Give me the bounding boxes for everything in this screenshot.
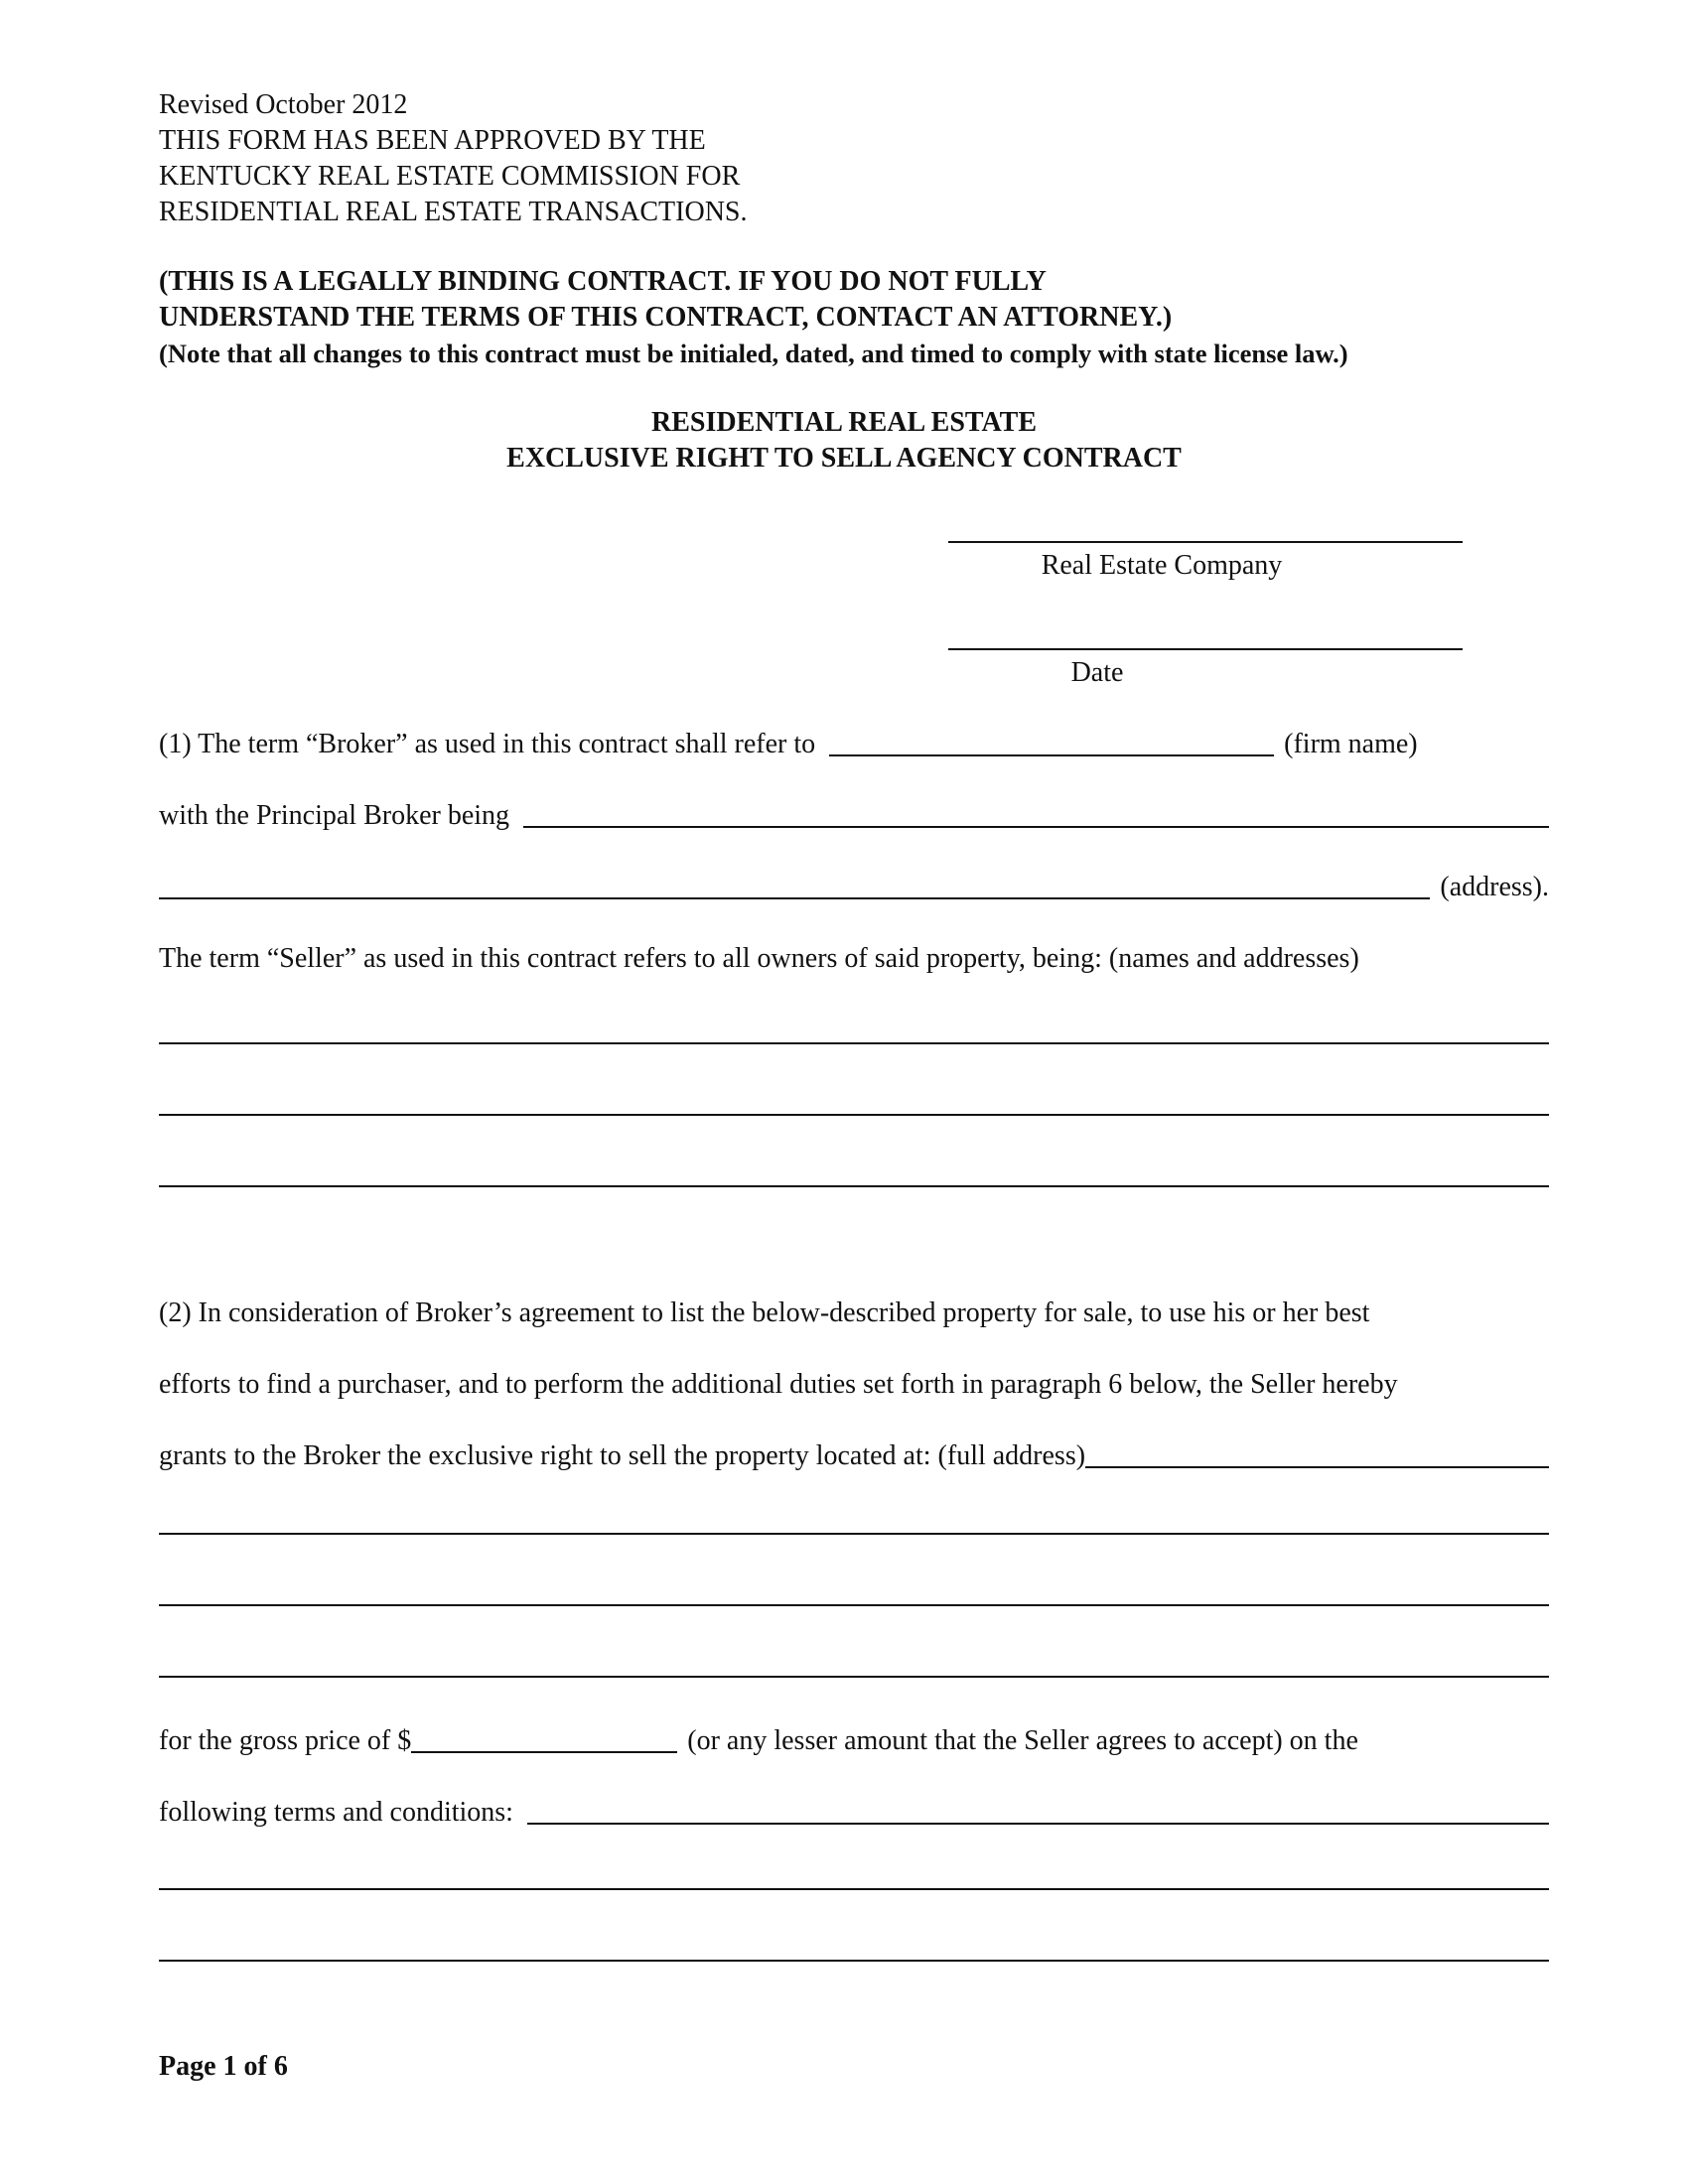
gross-price-text: for the gross price of $ [159, 1725, 412, 1756]
legal-warning-line-1: (THIS IS A LEGALLY BINDING CONTRACT. IF YOU DO NOT FULLY [159, 266, 1047, 297]
terms-conditions-field-2[interactable] [159, 1888, 1549, 1890]
section2-line-2: efforts to find a purchaser, and to perform the additional duties set forth in paragraph 6 below, the Seller hereby [159, 1369, 1398, 1400]
broker-row [159, 723, 1549, 762]
terms-row [159, 1791, 1549, 1831]
principal-broker-row [159, 794, 1549, 834]
principal-broker-field[interactable] [523, 826, 1549, 828]
property-address-field[interactable] [1085, 1466, 1549, 1468]
property-address-field-3[interactable] [159, 1604, 1549, 1606]
approval-line-3: RESIDENTIAL REAL ESTATE TRANSACTIONS. [159, 197, 748, 227]
property-address-row [159, 1434, 1549, 1474]
property-address-field-2[interactable] [159, 1533, 1549, 1535]
date-field[interactable] [948, 648, 1463, 650]
approval-line-2: KENTUCKY REAL ESTATE COMMISSION FOR [159, 161, 741, 192]
gross-price-row [159, 1719, 1549, 1759]
lesser-amount-text: (or any lesser amount that the Seller agrees to accept) on the [687, 1725, 1358, 1756]
firm-name-label: (firm name) [1284, 729, 1418, 759]
legal-warning-line-2: UNDERSTAND THE TERMS OF THIS CONTRACT, CONTACT AN ATTORNEY.) [159, 302, 1173, 333]
revised-date: Revised October 2012 [159, 89, 408, 120]
section2-line-3: grants to the Broker the exclusive right to sell the property located at: (full address) [159, 1440, 1086, 1471]
real-estate-company-field[interactable] [948, 541, 1463, 543]
broker-term-text: (1) The term “Broker” as used in this contract shall refer to [159, 729, 816, 759]
date-label: Date [1070, 657, 1124, 688]
seller-names-field-2[interactable] [159, 1114, 1549, 1116]
real-estate-company-label: Real Estate Company [1041, 550, 1283, 581]
gross-price-field[interactable] [411, 1751, 677, 1753]
address-row [159, 866, 1549, 905]
address-label: (address). [1440, 872, 1549, 902]
approval-line-1: THIS FORM HAS BEEN APPROVED BY THE [159, 125, 706, 156]
seller-term-text: The term “Seller” as used in this contract refers to all owners of said property, being: (names and addresses) [159, 943, 1359, 974]
property-address-field-4[interactable] [159, 1676, 1549, 1678]
firm-name-field[interactable] [829, 754, 1274, 756]
terms-conditions-text: following terms and conditions: [159, 1797, 513, 1828]
contract-title-line-1: RESIDENTIAL REAL ESTATE [651, 407, 1037, 438]
seller-names-field-1[interactable] [159, 1042, 1549, 1044]
section2-line-1: (2) In consideration of Broker’s agreement to list the below-described property for sale, to use his or her best [159, 1297, 1370, 1328]
changes-note: (Note that all changes to this contract must be initialed, dated, and timed to comply with state license law.) [159, 339, 1348, 368]
broker-address-field[interactable] [159, 897, 1430, 899]
contract-title-line-2: EXCLUSIVE RIGHT TO SELL AGENCY CONTRACT [506, 443, 1182, 474]
principal-broker-text: with the Principal Broker being [159, 800, 510, 831]
seller-names-field-3[interactable] [159, 1185, 1549, 1187]
page-number: Page 1 of 6 [159, 2051, 288, 2082]
terms-conditions-field[interactable] [527, 1823, 1549, 1825]
terms-conditions-field-3[interactable] [159, 1960, 1549, 1962]
